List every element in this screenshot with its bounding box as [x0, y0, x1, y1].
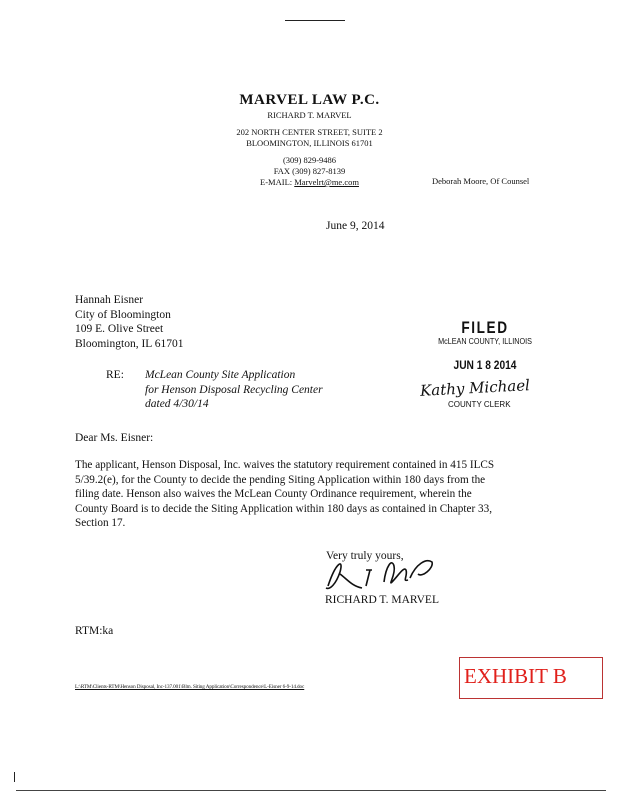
- signature-mark: [322, 552, 442, 594]
- letter-date: June 9, 2014: [326, 220, 385, 232]
- clerk-title: COUNTY CLERK: [448, 400, 511, 409]
- body-line: Section 17.: [75, 517, 126, 530]
- typist-initials: RTM:ka: [75, 625, 114, 637]
- re-line-2: for Henson Disposal Recycling Center: [145, 383, 323, 396]
- re-subject: [145, 368, 323, 412]
- filed-label: FILED: [461, 318, 509, 337]
- exhibit-label: EXHIBIT B: [459, 657, 603, 699]
- recipient-org: City of Bloomington: [75, 308, 171, 321]
- fax-number: FAX (309) 827-8139: [273, 166, 346, 176]
- bottom-scan-line: [16, 790, 606, 791]
- city-address: BLOOMINGTON, ILLINOIS 61701: [246, 138, 373, 148]
- recipient-name: Hannah Eisner: [75, 294, 144, 306]
- re-label: RE:: [106, 369, 124, 381]
- recipient-street: 109 E. Olive Street: [75, 323, 164, 335]
- clerk-signature: Kathy Michael: [419, 376, 531, 400]
- recipient-city: Bloomington, IL 61701: [75, 337, 184, 350]
- street-address: 202 NORTH CENTER STREET, SUITE 2: [236, 127, 383, 137]
- top-scan-line: [285, 20, 345, 21]
- recipient-block: [75, 293, 184, 351]
- body-line: The applicant, Henson Disposal, Inc. waives the statutory requirement contained in 415 ILCS: [75, 459, 495, 471]
- attorney-name: RICHARD T. MARVEL: [267, 110, 352, 120]
- closing: Very truly yours,: [326, 550, 404, 562]
- signature-name: RICHARD T. MARVEL: [325, 594, 439, 606]
- body-line: filing date. Henson also waives the McLean County Ordinance requirement, wherein the: [75, 488, 472, 501]
- re-line-1: McLean County Site Application: [145, 369, 296, 381]
- left-edge-mark: [14, 772, 15, 782]
- file-path: L:\RTM\Clients-RTM\Henson Disposal, Inc-137.001\Blm. Siting Application\Correspondence\L-Eisner 6-9-14.doc: [75, 684, 305, 690]
- email-link[interactable]: Marvelrt@me.com: [294, 177, 359, 187]
- filed-county: McLEAN COUNTY, ILLINOIS: [438, 336, 532, 346]
- body-line: 5/39.2(e), for the County to decide the pending Siting Application within 180 days from the: [75, 473, 486, 486]
- of-counsel: Deborah Moore, Of Counsel: [432, 176, 530, 186]
- phone-number: (309) 829-9486: [282, 155, 337, 165]
- re-line-3: dated 4/30/14: [145, 398, 209, 410]
- salutation: Dear Ms. Eisner:: [75, 432, 154, 444]
- filed-date: JUN 1 8 2014: [453, 358, 517, 372]
- body-paragraph: [75, 458, 545, 531]
- firm-name: MARVEL LAW P.C.: [239, 92, 380, 108]
- body-line: County Board is to decide the Siting Application within 180 days as contained in Chapter 33,: [75, 502, 492, 515]
- email-label: E-MAIL:: [260, 177, 293, 187]
- filed-stamp: [420, 318, 550, 372]
